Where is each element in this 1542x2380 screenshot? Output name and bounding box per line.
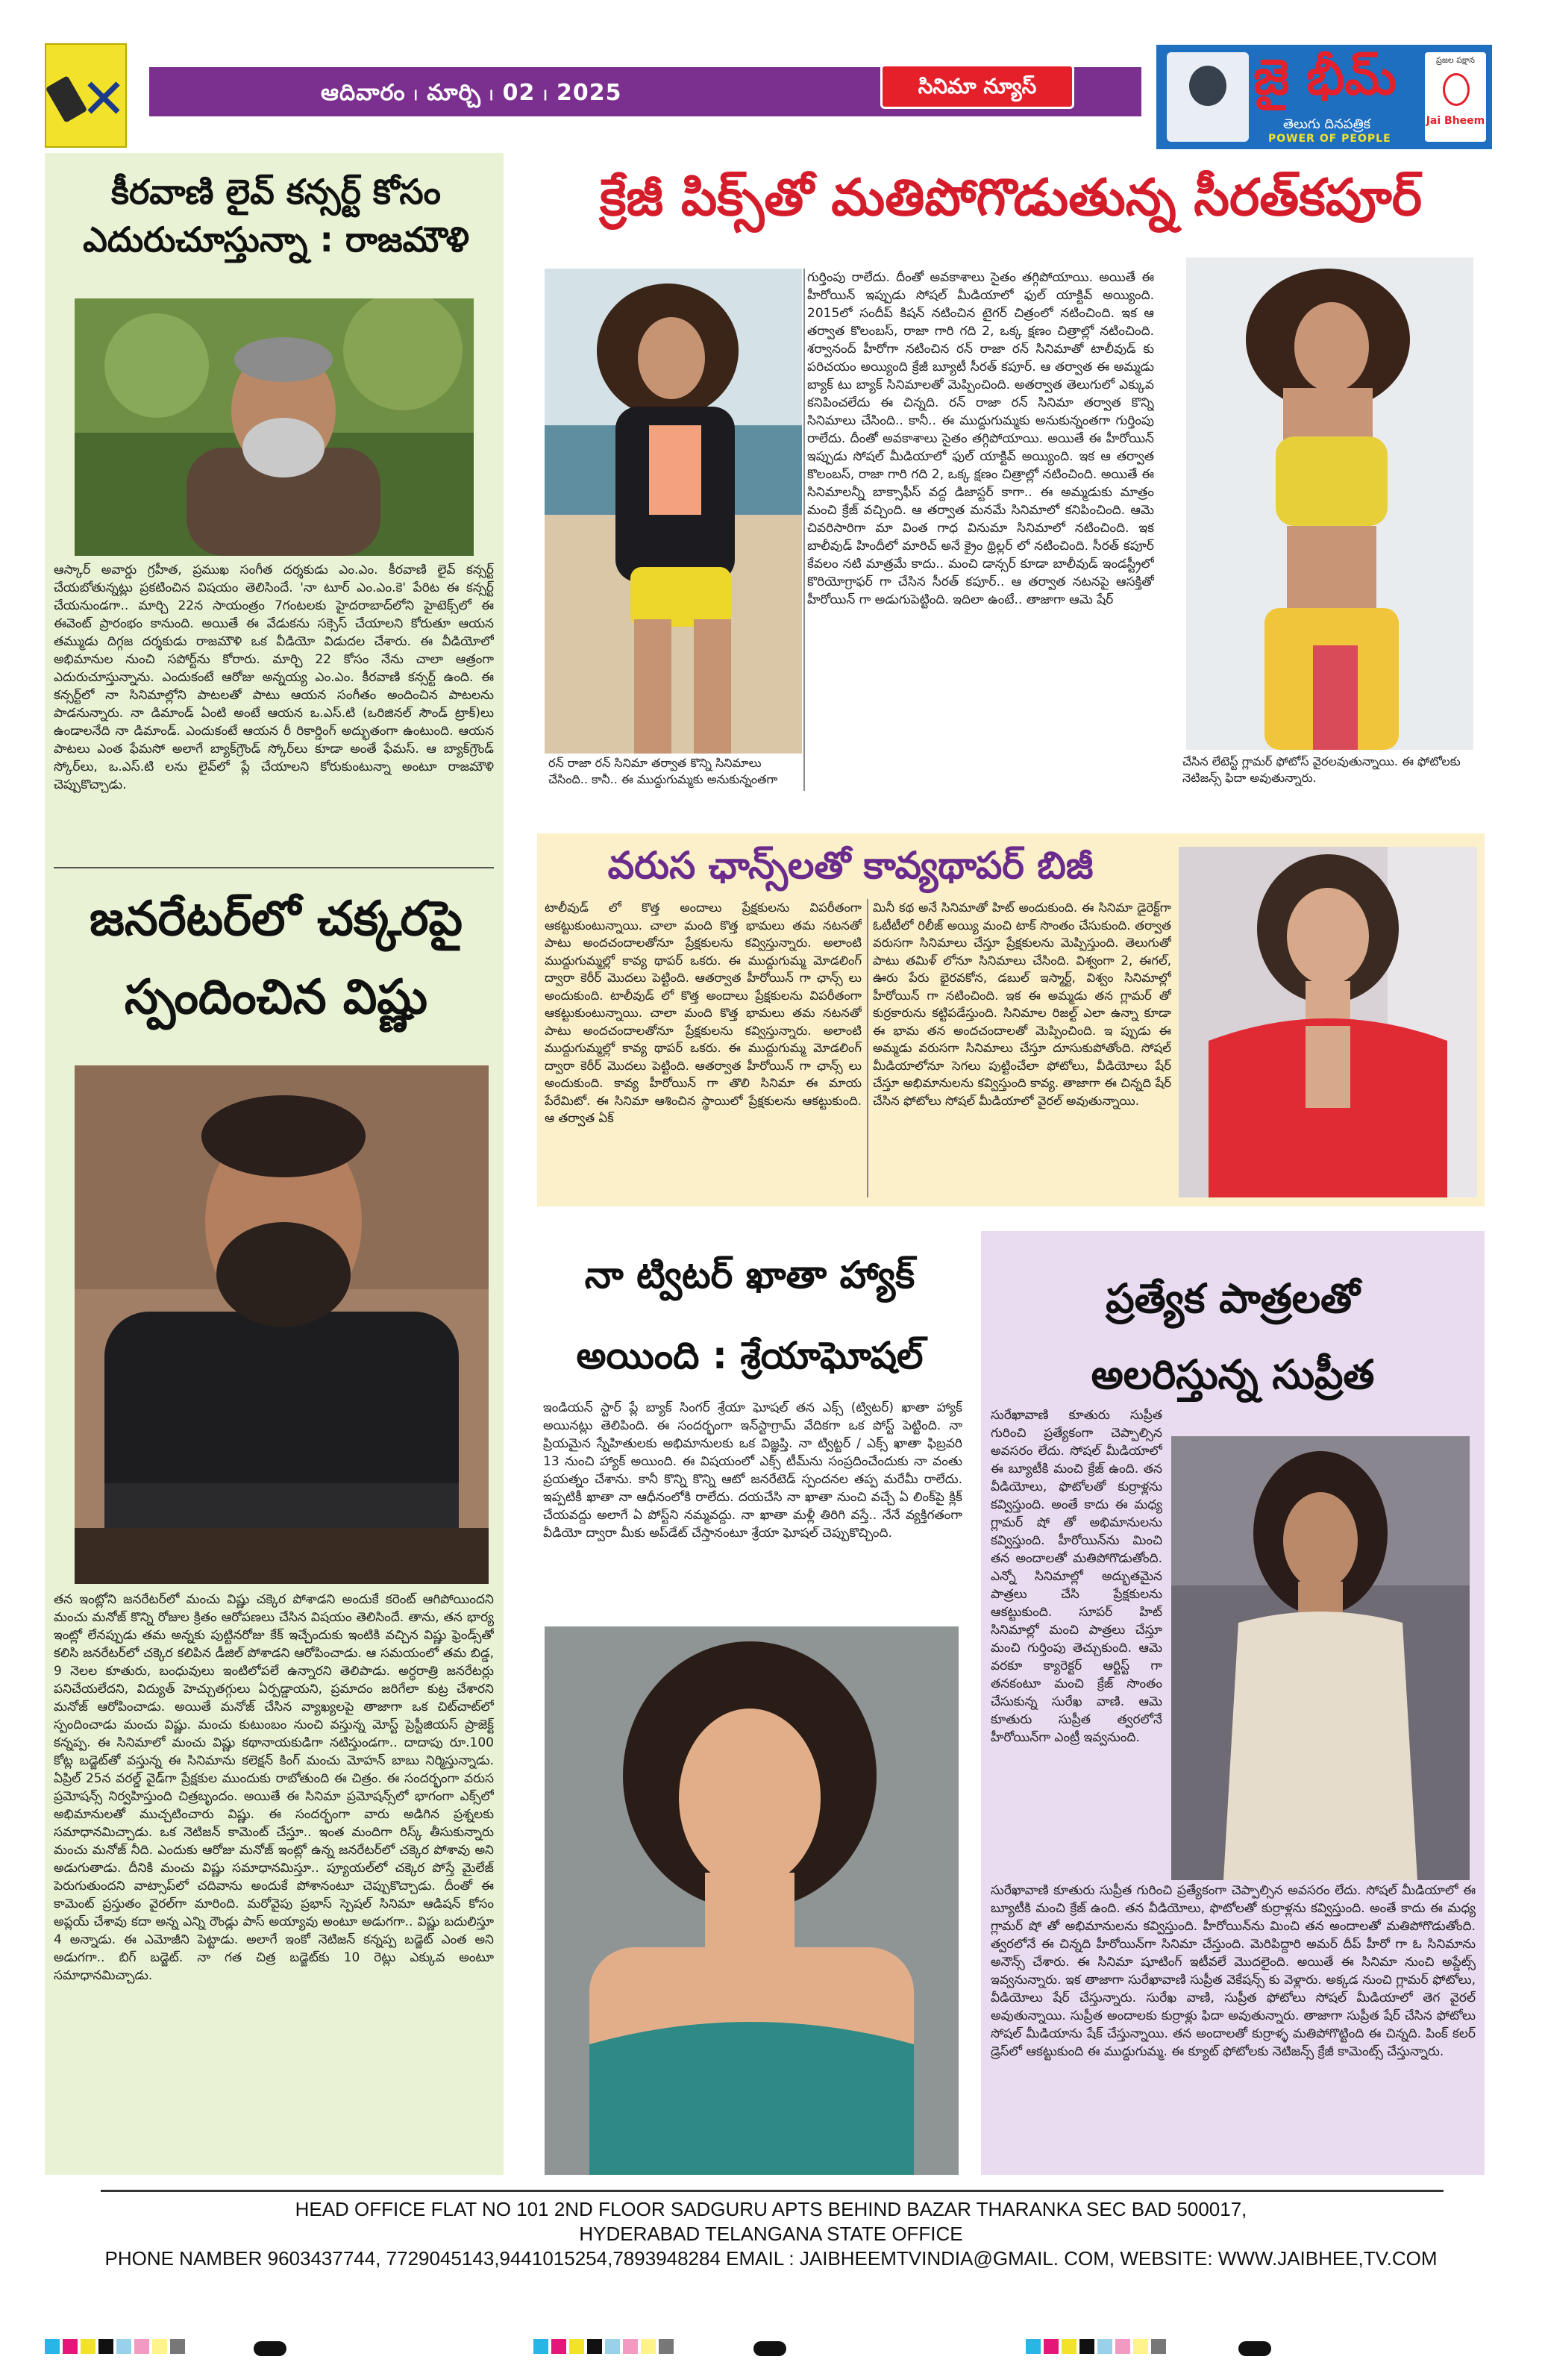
masthead-badge xyxy=(1425,52,1486,142)
masthead-subtitle: తెలుగు దినపత్రిక xyxy=(1283,116,1371,132)
footer-address-line1: HEAD OFFICE FLAT NO 101 2ND FLOOR SADGURU APTS BEHIND BAZAR THARANKA SEC BAD 500017, xyxy=(295,2198,1247,2220)
kavya-body-col2: మినీ కథ అనే సినిమాతో హిట్ అందుకుంది. ఈ సినిమా డైరెక్ట్‌గా ఓటీటీలో రిలీజ్ అయ్యి మంచి టాక్ సొంతం చేసుకుంది. తర్వాత వరుసగా సినిమాలు చేస్తూ ప్రేక్షకులను మెప్పిస్తుంది. తెలుగుతో పాటు తమిళ్ లోనూ సినిమాలు చేసింది. విశ్వంగా 2, ఈగల్, ఊరు పేరు భైరవకోన, డబుల్ ఇస్మార్ట్, విశ్వం సినిమాల్లో హీరోయిన్ గా నటించింది. ఇక ఈ అమ్మడు తన గ్లామర్ తో కుర్రకారును కట్టిపడేస్తుంది. సినిమాల రిజల్ట్ ఎలా ఉన్నా కూడా ఈ భామ తన అందచందాలతో మెప్పించింది. ఇ ప్పుడు ఈ అమ్మడు వరుసగా సినిమాలు చేస్తూ దూసుకుపోతోంది. సోషల్ మీడియాలోనూ సెగలు పుట్టించేలా ఫోటోలు, వీడియోలు షేర్ చేస్తూ అభిమానులను కవ్విస్తుంది కావ్య. తాజాగా ఈ చిన్నది షేర్ చేసిన ఫోటోలు సోషల్ మీడియాలో వైరల్ అవుతున్నాయి. xyxy=(873,901,1171,1108)
rajamouli-photo xyxy=(75,298,474,556)
supritha-headline-line2: అలరిస్తున్న సుప్రీత xyxy=(1091,1351,1375,1398)
divider xyxy=(54,867,494,868)
seerat-photo-left xyxy=(545,269,802,754)
keeravani-headline-line2: ఎదురుచూస్తున్నా : రాజమౌళి xyxy=(83,219,469,260)
color-registration-strip xyxy=(1026,2339,1166,2355)
x-mark-icon: ✕ xyxy=(81,67,128,131)
badge-emblem-icon xyxy=(1443,73,1470,106)
seerat-caption-left: రన్ రాజా రన్ సినిమా తర్వాత కొన్ని సినిమాలు చేసింది.. కానీ.. ఈ ముద్దుగుమ్మకు అనుకున్నంతగా xyxy=(548,756,778,786)
seerat-body: గుర్తింపు రాలేదు. దీంతో అవకాశాలు సైతం తగ్గిపోయాయి. అయితే ఈ హీరోయిన్ ఇప్పుడు సోషల్ మీడియాలో ఫుల్ యాక్టివ్ అయ్యింది. 2015లో సందీప్ కిషన్ నటించిన టైగర్ చిత్రంలో నటించింది. ఇక ఆ తర్వాత కొలంబస్, రాజా గారి గది 2, ఒక్క క్షణం చిత్రాల్లో నటించింది. శర్వానంద్ హీరోగా నటించిన రన్ రాజా రన్ సినిమాతో టాలీవుడ్ కు పరిచయం అయ్యింది క్రేజీ బ్యూటీ సీరత్ కపూర్. ఆ తర్వాత ఈ అమ్మడు బ్యాక్ టు బ్యాక్ సినిమాలతో మెప్పించింది. అతర్వాత తెలుగులో ఎక్కువ కనిపించలేదు ఈ చిన్నది. రన్ రాజా రన్ సినిమా తర్వాత కొన్ని సినిమాలు చేసింది.. కానీ.. ఈ ముద్దుగుమ్మకు అనుకున్నంతగా గుర్తింపు రాలేదు. దీంతో అవకాశాలు సైతం తగ్గిపోయాయి. అయితే ఈ హీరోయిన్ ఇప్పుడు సోషల్ మీడియాలో ఫుల్ యాక్టివ్ అయ్యింది. ఇక ఆ తర్వాత కొలంబస్, రాజా గారి గది 2, ఒక్క క్షణం చిత్రాల్లో నటించింది. అయితే ఈ సినిమాలన్నీ బాక్సాఫీస్ వద్ద డిజాస్టర్ కాగా.. ఈ అమ్మడుకు మాత్రం మంచి క్రేజ్ వచ్చింది. ఆ తర్వాత మనమే సినిమాలో కనిపించింది. ఆమె చివరిసారిగా మా వింత గాధ వినుమా సినిమాలో నటించింది. ఇక బాలీవుడ్ హిందీలో మారిచ్ అనే క్రైం థ్రిల్లర్ లో నటించింది. సీరత్ కపూర్ కేవలం నటి మాత్రమే కాదు.. మంచి డాన్సర్ కూడా బాలీవుడ్ ఇండస్ట్రీలో కొరియోగ్రాఫర్ గా చేసిన సీరత్ కపూర్.. ఆ తర్వాత నటనపై ఆసక్తితో హీరోయిన్ గా అడుగుపెట్టింది. ఇదిలా ఉంటే.. తాజాగా ఆమె షేర్ xyxy=(807,270,1154,607)
column-divider xyxy=(867,899,868,1197)
column-divider xyxy=(803,269,805,791)
registration-mark xyxy=(753,2341,786,2356)
keeravani-headline-line1: కీరవాణి లైవ్ కన్సర్ట్ కోసం xyxy=(111,172,441,212)
shreya-headline-line2: అయింది : శ్రేయాఘోషల్ xyxy=(576,1334,924,1377)
issue-date: ఆదివారం ၊ మార్చి ၊ 02 ၊ 2025 xyxy=(321,80,622,106)
seerat-caption-right: చేసిన లేటెస్ట్ గ్లామర్ ఫోటోస్ వైరలవుతున్నాయి. ఈ ఫోటోలకు నెటిజన్స్ ఫిదా అవుతున్నారు. xyxy=(1182,754,1461,785)
shreya-body: ఇండియన్ స్టార్ ప్లే బ్యాక్ సింగర్ శ్రేయా ఘోషల్ తన ఎక్స్ (ట్విటర్) ఖాతా హ్యాక్ అయినట్లు తెలిపింది. ఈ సందర్భంగా ఇన్‌స్టాగ్రామ్ వేదికగా ఒక పోస్ట్ పెట్టింది. నా ప్రియమైన స్నేహితులకు అభిమానులకు ఒక విజ్ఞప్తి. నా ట్విట్టర్ / ఎక్స్ ఖాతా ఫిబ్రవరి 13 నుంచి హ్యాక్ అయింది. ఈ విషయంలో ఎక్స్ టీమ్‌ను సంప్రదించేందుకు నా వంతు ప్రయత్నం చేశాను. కానీ కొన్ని కొన్ని ఆటో జనరేటెడ్ స్పందనల తప్ప మరేమీ రాలేదు. ఇప్పటికీ ఖాతా నా ఆధీనంలోకి రాలేదు. దయచేసి నా ఖాతా నుంచి వచ్చే ఏ లింక్‌పై క్లిక్ చేయవద్దు అలాగే ఏ పోస్ట్‌ని నమ్మవద్దు. నా ఖాతా మళ్లీ తిరిగి వస్తే.. నేనే వ్యక్తిగతంగా వీడియో ద్వారా మీకు అప్‌డేట్ చేస్తానంటూ శ్రేయా ఘోషల్ చెప్పుకొచ్చింది. xyxy=(543,1400,962,1541)
supritha-headline xyxy=(985,1261,1481,1413)
shreya-headline xyxy=(537,1235,962,1396)
masthead xyxy=(1156,45,1492,149)
masthead-badge-top: ప్రజల పక్షాన xyxy=(1436,55,1475,65)
kavya-photo xyxy=(1179,847,1477,1197)
kavya-headline: వరుస ఛాన్స్‌లతో కావ్యథాపర్ బిజీ xyxy=(607,843,1094,887)
edition-logo xyxy=(45,43,127,148)
section-label: సినిమా న్యూస్ xyxy=(880,64,1074,109)
portrait-icon xyxy=(1167,52,1249,142)
supritha-photo xyxy=(1171,1436,1470,1880)
shreya-headline-line1: నా ట్విటర్ ఖాతా హ్యాక్ xyxy=(584,1253,915,1297)
color-registration-strip xyxy=(45,2339,185,2355)
vishnu-headline-line2: స్పందించిన విష్ణు xyxy=(124,970,428,1025)
supritha-body-wide: సురేఖావాణి కూతురు సుప్రీత గురించి ప్రత్యేకంగా చెప్పాల్సిన అవసరం లేదు. సోషల్ మీడియాలో ఈ బ్యూటీకి మంచి క్రేజ్ ఉంది. తన వీడియోలు, ఫొటోలతో కుర్రాళ్లను కవ్విస్తుంది. అంతే కాదు ఈ మధ్య గ్లామర్ షో తో అభిమానులను కవ్విస్తుంది. హీరోయిన్‌ను మించి తన అందాలతో మతిపోగొడుతోంది. త్వరలోనే ఈ చిన్నది హీరోయిన్‌గా సినిమా చేస్తుంది. మెరిపిద్దారి అమర్ దీప్ హీరో గా ఓ సినిమాను అనౌన్స్ చేశారు. ఈ సినిమా షూటింగ్ ఇటీవలే మొదలైంది. అయితే ఈ సినిమా నుంచి అప్డేట్స్ ఇవ్వనున్నారు. ఇక తాజాగా సురేఖావాణి సుప్రీత వెకేషన్స్ కు వెళ్లారు. అక్కడ నుంచి గ్లామర్ ఫోటోలు, వీడియోలు షేర్ చేస్తున్నారు. సురేఖ వాణి, సుప్రీత ఫోటోలు సోషల్ మీడియాలో తెగ వైరల్ అవుతున్నాయి. సుప్రీత అందాలకు కుర్రాళ్లు ఫిదా అవుతున్నారు. తాజాగా సుప్రీత షేర్ చేసిన ఫోటోలు సోషల్ మీడియాను షేక్ చేస్తున్నాయి. తన అందాలతో కుర్రాళ్ళ మతిపోగొట్టింది ఈ చిన్నది. పింక్ కలర్ డ్రెస్‌లో ఆకట్టుకుంది ఈ ముద్దుగుమ్మ. ఈ క్యూట్ ఫోటోలకు నెటిజన్స్ క్రేజీ కామెంట్స్ చేస్తున్నారు. xyxy=(991,1883,1476,2059)
seerat-photo-right xyxy=(1186,257,1473,750)
registration-mark xyxy=(1238,2341,1271,2356)
masthead-badge-name: Jai Bheem xyxy=(1426,115,1485,127)
footer-contact-line: PHONE NAMBER 9603437744, 7729045143,9441015254,7893948284 EMAIL : JAIBHEEMTVINDIA@GMAIL. COM, WEBSITE: WWW.JAIBHEE,TV.COM xyxy=(104,2247,1438,2270)
masthead-tagline: POWER OF PEOPLE xyxy=(1268,133,1391,145)
kavya-body-col1: టాలీవుడ్ లో కొత్త అందాలు ప్రేక్షకులను విపరీతంగా ఆకట్టుకుంటున్నాయి. చాలా మంది కొత్త భామలు తమ నటనతో పాటు అందచందాలతోనూ ప్రేక్షకులను కవ్విస్తున్నారు. అలాంటి ముద్దుగుమ్మల్లో కావ్య థాపర్ ఒకరు. ఈ ముద్దుగుమ్మ మోడలింగ్ ద్వారా కెరీర్ మొదలు పెట్టింది. ఆతర్వాత హీరోయిన్ గా ఛాన్స్ లు అందుకుంది. టాలీవుడ్ లో కొత్త అందాలు ప్రేక్షకులను విపరీతంగా ఆకట్టుకుంటున్నాయి. చాలా మంది కొత్త భామలు తమ నటనతో పాటు అందచందాలతోనూ ప్రేక్షకులను కవ్విస్తున్నారు. అలాంటి ముద్దుగుమ్మల్లో కావ్య థాపర్ ఒకరు. ఈ ముద్దుగుమ్మ మోడలింగ్ ద్వారా కెరీర్ మొదలు పెట్టింది. ఆతర్వాత హీరోయిన్ గా ఛాన్స్ లు అందుకుంది. కావ్య హీరోయిన్ గా తొలి సినిమా ఈ మాయ పేరేమిటో. ఈ సినిమా ఆశించిన స్థాయిలో ప్రేక్షకులను ఆకట్టుకుంది. ఆ తర్వాత ఏక్ xyxy=(545,901,862,1125)
supritha-body-narrow: సురేఖావాణి కూతురు సుప్రీత గురించి ప్రత్యేకంగా చెప్పాల్సిన అవసరం లేదు. సోషల్ మీడియాలో ఈ బ్యూటీకి మంచి క్రేజ్ ఉంది. తన వీడియోలు, ఫొటోలతో కుర్రాళ్లను కవ్విస్తుంది. అంతే కాదు ఈ మధ్య గ్లామర్ షో తో అభిమానులను కవ్విస్తుంది. హీరోయిన్‌ను మించి తన అందాలతో మతిపోగొడుతోంది. ఎన్నో సినిమాల్లో అద్భుతమైన పాత్రలు చేసి ప్రేక్షకులను ఆకట్టుకుంది. సూపర్ హిట్ సినిమాల్లో మంచి పాత్రలు చేస్తూ మంచి గుర్తింపు తెచ్చుకుంది. ఆమె వరకూ క్యారెక్టర్ ఆర్టిస్ట్ గా తనకంటూ మంచి క్రేజ్ సొంతం చేసుకున్న సురేఖ వాణి. ఆమె కూతురు సుప్రీత త్వరలోనే హీరోయిన్‌గా ఎంట్రీ ఇవ్వనుంది. xyxy=(991,1408,1162,1745)
footer-divider xyxy=(101,2190,1444,2192)
shreya-photo xyxy=(545,1626,959,2175)
footer-address-line2: HYDERABAD TELANGANA STATE OFFICE xyxy=(579,2223,963,2245)
keeravani-headline xyxy=(52,168,500,263)
footer-contact xyxy=(0,2197,1542,2271)
vishnu-headline xyxy=(52,880,500,1037)
vishnu-body: తన ఇంట్లోని జనరేటర్‌లో మంచు విష్ణు చక్కెర పోశాడని అందుకే కరెంట్ ఆగిపోయిందని మంచు మనోజ్ కొన్ని రోజుల క్రితం ఆరోపణలు చేసిన విషయం తెలిసిందే. తాను, తన భార్య ఇంట్లో లేనప్పుడు తమ అన్నకు పుట్టినరోజు కేక్ ఇచ్చేందుకు ఇంటికి వచ్చిన విష్ణు ఫ్రెండ్స్‌తో కలిసి జనరేటర్‌లో చక్కెర కలిపిన డీజిల్ పోశాడని ఆరోపించాడు. ఆ సమయంలో తమ బిడ్డ, 9 నెలల కూతురు, బంధువులు ఇంటిలోపలే ఉన్నారని తెలిపాడు. అర్ధరాత్రి జనరేటర్లు పనిచేయలేదని, విద్యుత్ హెచ్చుతగ్గులు ఏర్పడ్డాయని, ప్రమాదం జరిగేలా కుట్ర చేశారని మనోజ్ ఆరోపించాడు. అయితే మనోజ్ చేసిన వ్యాఖ్యలపై తాజాగా ఒక చిట్‌చాట్‌లో స్పందించాడు మంచు విష్ణు. మంచు కుటుంబం నుంచి వస్తున్న మోస్ట్ ప్రెస్టీజియస్ ప్రాజెక్ట్ కన్నప్ప. ఈ సినిమాలో మంచు విష్ణు కథానాయకుడిగా నటిస్తుండగా.. దాదాపు రూ.100 కోట్ల బడ్జెట్‌తో వస్తున్న ఈ సినిమాను కలెక్షన్ కింగ్ మంచు మోహన్ బాబు నిర్మిస్తున్నాడు. ఏప్రిల్ 25న వరల్డ్ వైడ్‌గా ప్రేక్షకుల ముందుకు రాబోతుంది ఈ చిత్రం. ఈ సందర్భంగా వరుస ప్రమోషన్స్ నిర్వహిస్తుంది చిత్రబృందం. అయితే ఈ సినిమా ప్రమోషన్స్‌లో భాగంగా ఎక్స్‌లో అభిమానులతో ముచ్చటించారు విష్ణు. ఈ సందర్భంగా వారు అడిగిన ప్రశ్నలకు సమాధానమిచ్చాడు. ఒక నెటిజన్ కామెంట్ చేస్తూ.. ఇంత మందిగా రిస్క్ తీసుకున్నారు మంచు మనోజ్ నీది. ఎందుకు ఆరోజు మనోజ్ ఇంట్లో ఉన్న జనరేటర్‌లో చక్కెర పోశావు అని అడుగుతాడు. దీనికి మంచు విష్ణు సమాధానమిస్తూ.. ప్యూయల్‌లో చక్కెర పోస్తే మైలేజ్ పెరుగుతుందని వాట్సాప్‌లో చదివాను అందుకే పోశానంటూ చెప్పుకొచ్చాడు. దీంతో ఈ కామెంట్ ప్రస్తుతం వైరల్‌గా మారింది. మరోవైపు ప్రభాస్ స్పెషల్ సినిమా ఆడిషన్ కోసం అప్లయ్ చేశావు కదా అన్న ఎన్ని రౌండ్లు పాస్ అయ్యావు అంటూ అడుగగా.. విష్ణు బదులిస్తూ 4 అన్నాడు. ఈ ఎమోజీని పెట్టాడు. అలాగే ఇంకో నెటిజన్ కన్నప్ప బడ్జెట్ ఎంత అని అడుగగా.. బిగ్ బడ్జెట్. నా గత చిత్ర బడ్జెట్‌కు 10 రెట్లు ఎక్కువ అంటూ సమాధానమిచ్చాడు. xyxy=(54,1592,494,1983)
vishnu-headline-line1: జనరేటర్‌లో చక్కరపై xyxy=(89,892,463,947)
vishnu-photo xyxy=(75,1065,489,1584)
keeravani-body: ఆస్కార్ అవార్డు గ్రహీత, ప్రముఖ సంగీత దర్శకుడు ఎం.ఎం. కీరవాణి లైవ్ కన్సర్ట్ చేయబోతున్నట్లు ప్రకటించిన విషయం తెలిసిందే. 'నా టూర్ ఎం.ఎం.కె' పేరిట ఈ కన్సర్ట్ చేయనుండగా.. మార్చి 22న సాయంత్రం 7గంటలకు హైదరాబాద్‌లోని హైటెక్స్‌లో ఈ ఈవెంట్ ప్రారంభం కానుంది. అయితే ఈ వేడుకను సక్సెస్ చేయాలని కోరుతూ ఆయన తమ్ముడు దిగ్గజ దర్శకుడు రాజమౌళి ఒక వీడియో విడుదల చేశారు. ఈ వీడియోలో అభిమానుల నుంచి సపోర్ట్‌ను కోరారు. మార్చి 22 కోసం నేను చాలా ఆత్రంగా ఎదురుచూస్తున్నాను. ఎందుకంటే ఆరోజు అన్నయ్య ఎం.ఎం. కీరవాణి కన్సర్ట్ ఉంది. ఈ కన్సర్ట్‌లో నా సినిమాల్లోని పాటలతో పాటు ఆయన సంగీతం అందించిన పాటలను పాడనున్నారు. నా డిమాండ్ ఏంటి అంటే ఆయన ఒ.ఎస్.టి (ఒరిజినల్ సౌండ్ ట్రాక్)లు ఉండాలనేది నా డిమాండ్. ఎందుకంటే ఆయన రీ రికార్డింగ్ అద్భుతంగా ఉంటుంది. ఆయన పాటలు ఎంత ఫేమసో అలాగే బ్యాక్‌గ్రౌండ్ స్కోర్‌లు కూడా అంతే ఫేమస్. ఆ బ్యాక్‌గ్రౌండ్ స్కోర్‌లు, ఒ.ఎస్.టి లను లైవ్‌లో ప్లే చేయాలని కోరుకుంటున్నా అంటూ రాజమౌళి చెప్పుకొచ్చాడు. xyxy=(54,563,494,792)
masthead-title: జై భీమ్ xyxy=(1253,48,1397,106)
supritha-headline-line1: ప్రత్యేక పాత్రలతో xyxy=(1106,1275,1360,1322)
registration-mark xyxy=(254,2341,286,2356)
seerat-headline: క్రేజీ పిక్స్‌తో మతిపోగొడుతున్న సీరత్‌కపూర్ xyxy=(599,168,1423,228)
color-registration-strip xyxy=(533,2339,674,2355)
